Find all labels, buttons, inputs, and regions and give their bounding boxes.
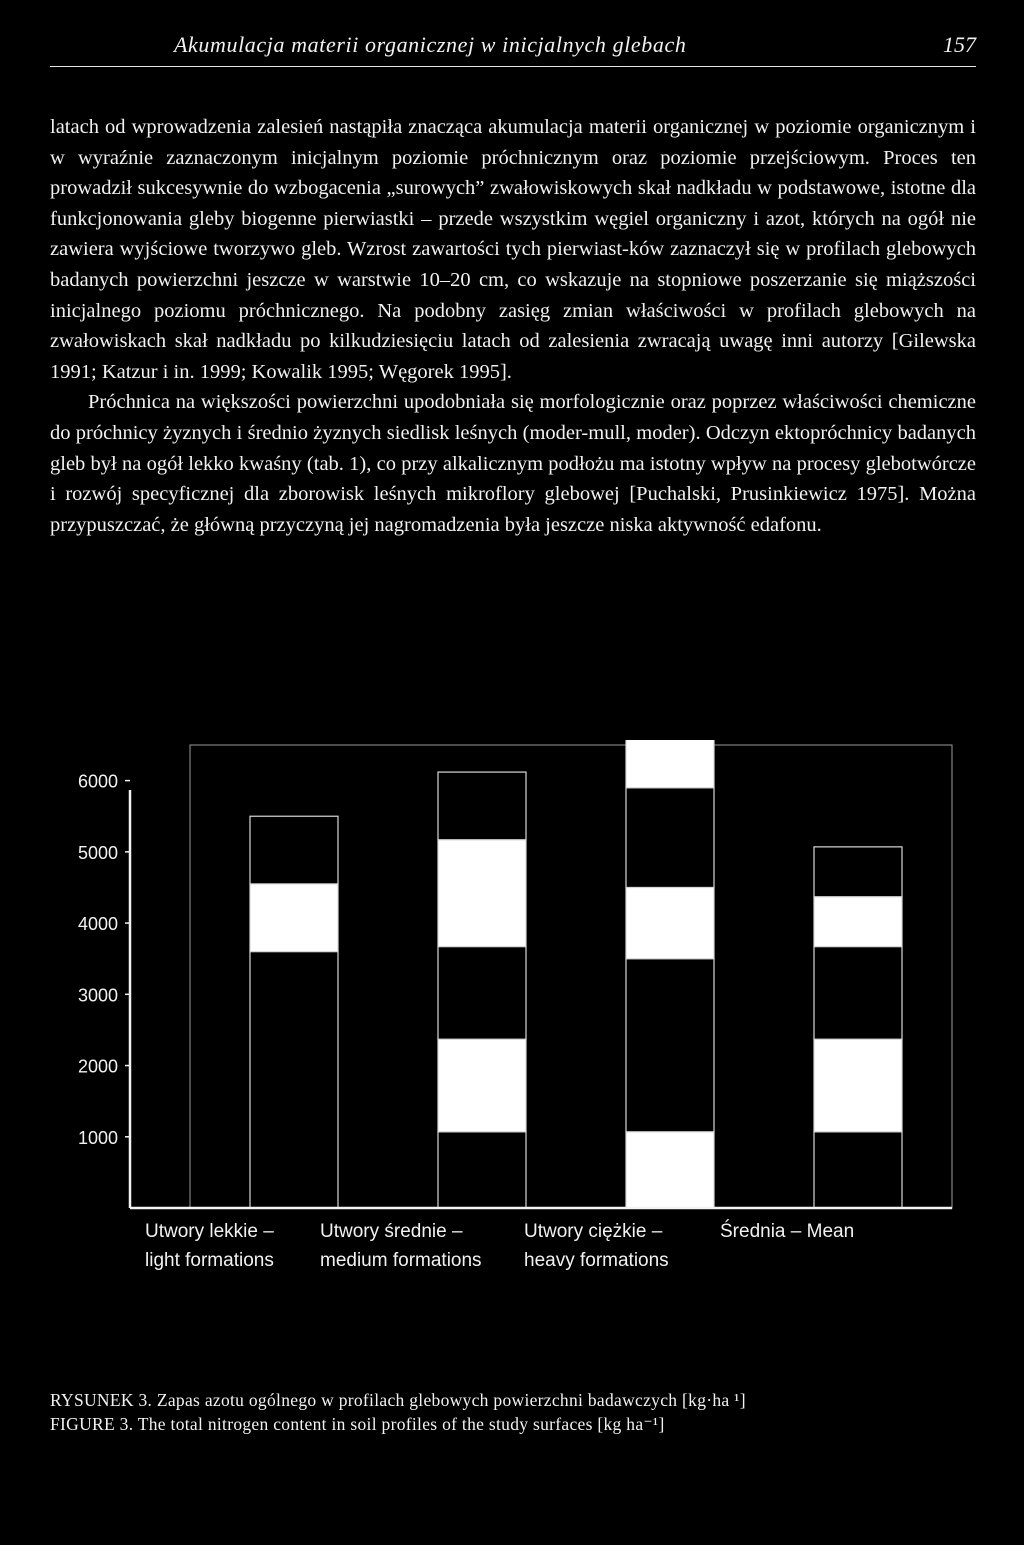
- category-label-1-line1: Utwory lekkie –: [145, 1221, 274, 1242]
- figure-caption: [50, 1388, 980, 1436]
- y-tick-label-6000: 6000: [77, 771, 118, 792]
- y-tick-label-1000: 1000: [77, 1127, 118, 1148]
- bar-segment-2-2: [438, 1039, 526, 1132]
- page-number: 157: [943, 32, 976, 57]
- bar-segment-3-1: [626, 1132, 714, 1208]
- bar-segment-1-1: [250, 952, 338, 1208]
- category-label-1-line2: light formations: [145, 1250, 274, 1271]
- bar-segment-4-3: [814, 947, 902, 1040]
- y-tick-label-5000: 5000: [77, 842, 118, 863]
- y-tick-labels: [78, 772, 130, 1148]
- bar-segment-1-2: [250, 884, 338, 952]
- bar-segment-3-4: [626, 788, 714, 888]
- nitrogen-bar-chart: [0, 740, 1024, 1280]
- bar-segment-4-5: [814, 847, 902, 897]
- caption-polish: RYSUNEK 3. Zapas azotu ogólnego w profilach glebowych powierzchni badawczych [kg·ha ¹]: [50, 1390, 746, 1410]
- paragraph-1: latach od wprowadzenia zalesień nastąpiła znacząca akumulacja materii organicznej w poziomie organicznym i w wyraźnie zaznaczonym inicjalnym poziomie próchnicznym oraz poziomie przejściowym. Proces ten prowadził sukcesywnie do wzbogacenia „surowych” zwałowiskowych skał nadkładu w podstawowe, istotne dla funkcjonowania gleby biogenne pierwiastki – przede wszystkim węgiel organiczny i azot, których na ogół nie zawiera wyjściowe tworzywo gleb. Wzrost zawartości tych pierwiast-ków zaznaczył się w profilach glebowych badanych powierzchni jeszcze w warstwie 10–20 cm, co wskazuje na stopniowe poszerzanie się miąższości inicjalnego poziomu próchnicznego. Na podobny zasięg zmian właściwości w profilach glebowych na zwałowiskach skał nadkładu po kilkudziesięciu latach od zalesienia zwracają uwagę inni autorzy [Gilewska 1991; Katzur i in. 1999; Kowalik 1995; Węgorek 1995].: [50, 116, 976, 383]
- running-header: [50, 32, 976, 67]
- category-label-2-line1: Utwory średnie –: [320, 1221, 463, 1242]
- bar-segment-2-4: [438, 840, 526, 947]
- bar-segment-3-5: [626, 740, 714, 788]
- bar-segment-2-1: [438, 1132, 526, 1208]
- body-text: [50, 112, 976, 540]
- bar-segment-2-3: [438, 947, 526, 1040]
- y-tick-label-4000: 4000: [77, 914, 118, 935]
- running-title: Akumulacja materii organicznej w inicjalnych glebach: [174, 32, 687, 57]
- category-labels: [145, 1220, 854, 1271]
- category-label-3-line1: Utwory ciężkie –: [524, 1221, 663, 1242]
- bar-segment-2-5: [438, 772, 526, 840]
- bar-segment-4-2: [814, 1039, 902, 1132]
- y-tick-label-2000: 2000: [77, 1056, 118, 1077]
- bar-segment-4-1: [814, 1132, 902, 1208]
- paragraph-2: Próchnica na większości powierzchni upodobniała się morfologicznie oraz poprzez właściwości chemiczne do próchnicy żyznych i średnio żyznych siedlisk leśnych (moder-mull, moder). Odczyn ektopróchnicy badanych gleb był na ogół lekko kwaśny (tab. 1), co przy alkalicznym podłożu ma istotny wpływ na procesy glebotwórcze i rozwój specyficznej dla zborowisk leśnych mikroflory glebowej [Puchalski, Prusinkiewicz 1975]. Można przypuszczać, że główną przyczyną jej nagromadzenia była jeszcze niska aktywność edafonu.: [50, 391, 976, 536]
- bar-segment-1-3: [250, 816, 338, 884]
- bar-segment-3-2: [626, 959, 714, 1132]
- bar-segment-4-4: [814, 897, 902, 947]
- category-label-2-line2: medium formations: [320, 1250, 482, 1271]
- category-label-3-line2: heavy formations: [524, 1250, 669, 1271]
- category-label-4-line1: Średnia – Mean: [720, 1221, 855, 1242]
- y-tick-label-3000: 3000: [77, 985, 118, 1006]
- bar-segment-3-3: [626, 887, 714, 958]
- caption-english: FIGURE 3. The total nitrogen content in soil profiles of the study surfaces [kg ha⁻¹]: [50, 1414, 665, 1434]
